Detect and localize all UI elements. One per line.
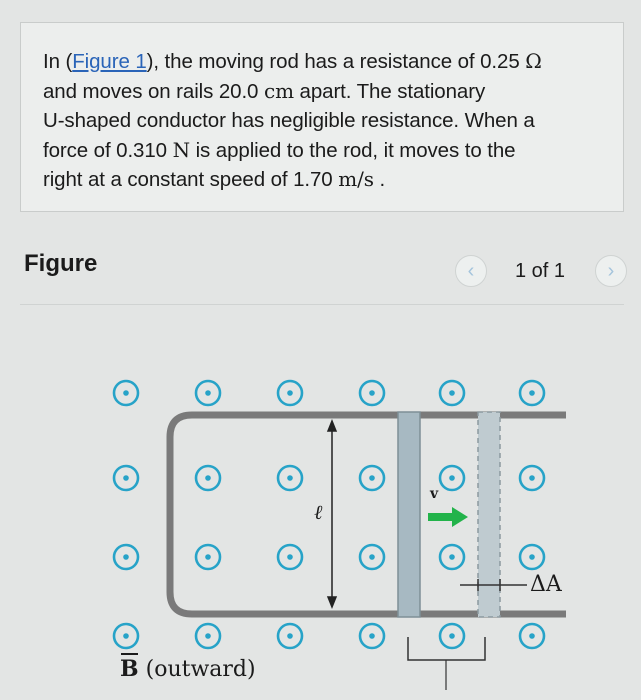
field-dot-center	[205, 633, 211, 639]
bottom-bracket	[408, 637, 485, 660]
ohm-symbol: Ω	[525, 49, 542, 73]
figure-heading: Figure	[24, 250, 98, 277]
velocity-label: v	[430, 486, 439, 502]
length-dimension	[328, 421, 336, 607]
field-dot-center	[529, 633, 535, 639]
field-dot-center	[369, 633, 375, 639]
field-dot-center	[369, 475, 375, 481]
rod-previous-position	[478, 412, 500, 617]
field-dot-center	[123, 475, 129, 481]
field-dot-center	[449, 390, 455, 396]
length-label: ℓ	[314, 500, 323, 524]
field-dot-center	[205, 390, 211, 396]
chevron-right-icon: ›	[607, 259, 615, 282]
field-dot-center	[123, 554, 129, 560]
field-dot-center	[449, 554, 455, 560]
field-dot-center	[369, 390, 375, 396]
chevron-left-icon: ‹	[467, 259, 475, 282]
field-dot-center	[529, 475, 535, 481]
u-conductor	[170, 415, 566, 614]
field-dot-center	[287, 390, 293, 396]
delta-area-label: ΔA	[530, 572, 562, 597]
velocity-arrow	[428, 507, 468, 527]
field-dot-center	[123, 390, 129, 396]
field-dot-center	[205, 475, 211, 481]
problem-statement: In (Figure 1), the moving rod has a resistance of 0.25 Ω and moves on rails 20.0 cm apart. The stationary U-shaped conductor has negligible resistance. When a force of 0.310 N is applied to the rod, it moves to the right at a constant speed of 1.70 m/s .	[43, 49, 542, 191]
field-dot-center	[205, 554, 211, 560]
figure-link[interactable]: Figure 1	[72, 50, 147, 73]
figure-page-indicator: 1 of 1	[515, 260, 566, 282]
field-dot-center	[449, 633, 455, 639]
field-dot-center	[529, 390, 535, 396]
field-dot-center	[529, 554, 535, 560]
field-dot-center	[123, 633, 129, 639]
field-dot-center	[287, 475, 293, 481]
magnetic-field-label: B (outward)	[120, 656, 256, 682]
field-dot-center	[287, 633, 293, 639]
field-dot-center	[369, 554, 375, 560]
field-dot-center	[287, 554, 293, 560]
moving-rod	[398, 412, 420, 617]
field-dot-center	[449, 475, 455, 481]
